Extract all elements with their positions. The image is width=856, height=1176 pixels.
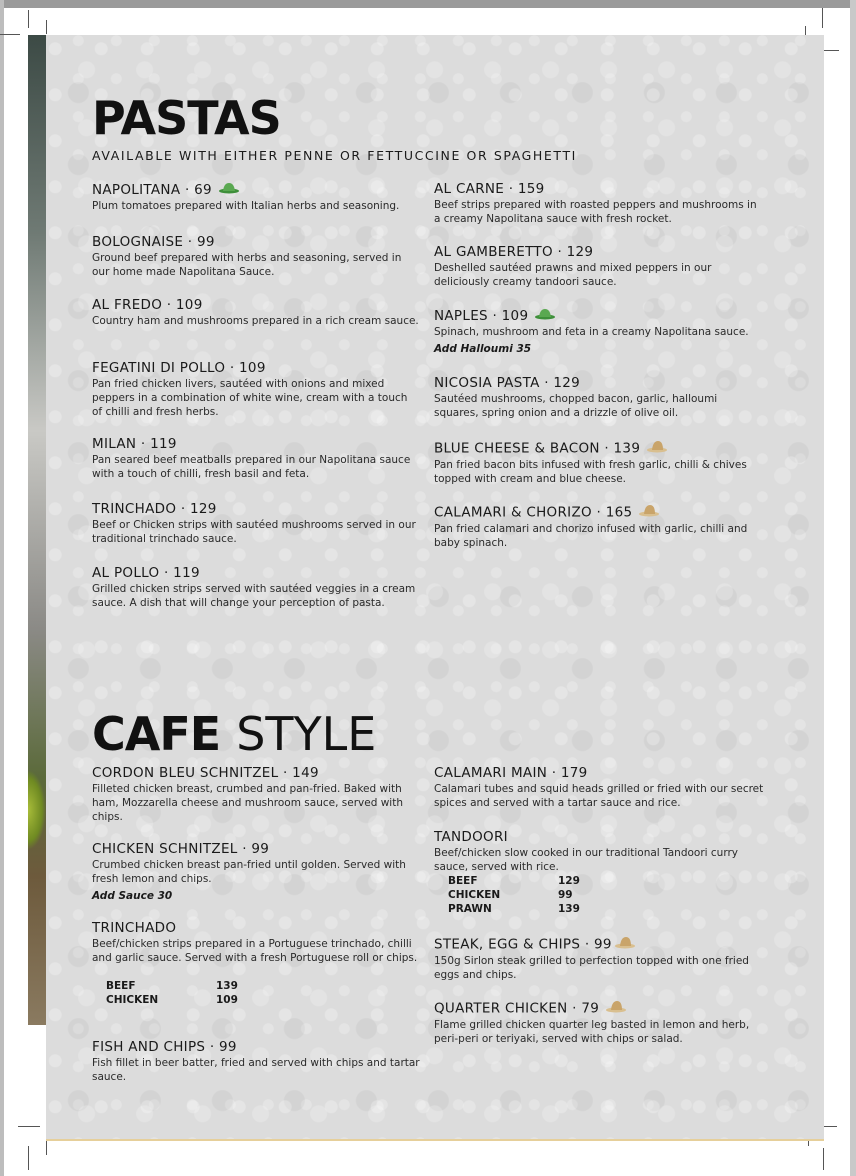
item-description: Flame grilled chicken quarter leg basted in lemon and herb, peri-peri or teriyaki, served with chips or salad. [434, 1019, 750, 1045]
option-label: BEEF [448, 875, 478, 887]
item-description: Sautéed mushrooms, chopped bacon, garlic, halloumi squares, spring onion and a drizzle of olive oil. [434, 393, 718, 419]
item-name: FEGATINI DI POLLO · 109 [92, 360, 266, 376]
menu-item-trinchado-pasta [92, 501, 420, 546]
pastas-subtitle: AVAILABLE WITH EITHER PENNE OR FETTUCCINE OR SPAGHETTI [92, 148, 577, 163]
option-price: 109 [216, 994, 238, 1006]
item-name: AL CARNE · 159 [434, 181, 545, 197]
pastas-title-text: PASTAS [92, 91, 281, 145]
item-description: Pan fried bacon bits infused with fresh garlic, chilli & chives topped with cream and blue cheese. [434, 459, 747, 485]
menu-item-blue-cheese-bacon [434, 439, 764, 486]
item-name: CALAMARI & CHORIZO · 165 [434, 503, 764, 522]
item-name: TRINCHADO · 129 [92, 501, 217, 517]
price-options [92, 979, 420, 1007]
item-description: Fish fillet in beer batter, fried and served with chips and tartar sauce. [92, 1057, 420, 1083]
item-description: Plum tomatoes prepared with Italian herbs and seasoning. [92, 200, 400, 212]
crop-mark [46, 20, 47, 34]
item-description: Filleted chicken breast, crumbed and pan-fried. Baked with ham, Mozzarella cheese and mushroom sauce, served with chips. [92, 783, 403, 823]
menu-item-fegatini-di-pollo [92, 360, 420, 419]
item-description: Grilled chicken strips served with sautéed veggies in a cream sauce. A dish that will change your perception of pasta. [92, 583, 416, 609]
item-name: AL FREDO · 109 [92, 297, 203, 313]
option-price: 129 [558, 875, 580, 887]
signature-hat-icon [646, 439, 668, 458]
item-description: Beef or Chicken strips with sautéed mushrooms served in our traditional trinchado sauce. [92, 519, 416, 545]
item-description: Ground beef prepared with herbs and seasoning, served in our home made Napolitana Sauce. [92, 252, 402, 278]
item-name: NAPLES · 109 [434, 307, 764, 325]
menu-item-calamari-main [434, 765, 764, 810]
item-name: BLUE CHEESE & BACON · 139 [434, 439, 764, 458]
vegetarian-hat-icon [218, 181, 240, 199]
menu-item-calamari-chorizo [434, 503, 764, 550]
menu-item-tandoori [434, 829, 764, 916]
viewer-left-edge [0, 0, 4, 1176]
item-description: Country ham and mushrooms prepared in a rich cream sauce. [92, 315, 419, 327]
menu-item-al-pollo [92, 565, 420, 610]
signature-hat-icon [638, 503, 660, 522]
menu-item-cordon-bleu-schnitzel [92, 765, 420, 824]
price-option-row [106, 993, 420, 1007]
menu-item-quarter-chicken [434, 999, 764, 1046]
menu-item-al-fredo [92, 297, 420, 328]
price-options [434, 874, 764, 916]
item-name: STEAK, EGG & CHIPS · 99 [434, 935, 764, 954]
item-name: FISH AND CHIPS · 99 [92, 1039, 237, 1055]
cafe-title-light: STYLE [236, 707, 377, 761]
option-label: PRAWN [448, 903, 492, 915]
menu-item-trinchado [92, 920, 420, 1007]
option-price: 139 [216, 980, 238, 992]
item-name: CHICKEN SCHNITZEL · 99 [92, 841, 270, 857]
item-name: CORDON BLEU SCHNITZEL · 149 [92, 765, 319, 781]
item-name: CALAMARI MAIN · 179 [434, 765, 588, 781]
viewer-right-edge [850, 0, 856, 1176]
menu-item-nicosia-pasta [434, 375, 764, 420]
cafe-title-bold: CAFE [92, 707, 221, 761]
menu-item-chicken-schnitzel [92, 841, 420, 902]
menu-item-bolognaise [92, 234, 420, 279]
item-description: Pan fried chicken livers, sautéed with onions and mixed peppers in a combination of white wine, cream with a touch of chilli and fresh herbs. [92, 378, 408, 418]
item-name: TANDOORI [434, 829, 508, 845]
item-description: Pan fried calamari and chorizo infused with garlic, chilli and baby spinach. [434, 523, 748, 549]
item-name: MILAN · 119 [92, 436, 177, 452]
item-name: TRINCHADO [92, 920, 177, 936]
item-addon: Add Sauce 30 [92, 890, 173, 902]
item-description: Beef strips prepared with roasted peppers and mushrooms in a creamy Napolitana sauce with fresh rocket. [434, 199, 757, 225]
price-option-row [448, 874, 764, 888]
bleed-leaf-photo [28, 770, 46, 850]
crop-mark [0, 34, 20, 35]
item-description: 150g Sirlon steak grilled to perfection topped with one fried eggs and chips. [434, 955, 749, 981]
bleed-photo-strip [28, 35, 46, 1025]
signature-hat-icon [614, 935, 636, 954]
vegetarian-hat-icon [534, 307, 556, 325]
item-description: Crumbed chicken breast pan-fried until golden. Served with fresh lemon and chips. [92, 859, 406, 885]
option-label: BEEF [106, 980, 136, 992]
item-description: Calamari tubes and squid heads grilled or fried with our secret spices and served with a tartar sauce and rice. [434, 783, 764, 809]
price-option-row [106, 979, 420, 993]
price-option-row [448, 888, 764, 902]
item-description: Pan seared beef meatballs prepared in our Napolitana sauce with a touch of chilli, fresh basil and feta. [92, 454, 411, 480]
item-addon: Add Halloumi 35 [434, 343, 532, 355]
option-label: CHICKEN [106, 994, 159, 1006]
item-name: BOLOGNAISE · 99 [92, 234, 215, 250]
item-name: AL GAMBERETTO · 129 [434, 244, 594, 260]
item-name: NICOSIA PASTA · 129 [434, 375, 581, 391]
menu-item-milan [92, 436, 420, 481]
item-description: Beef/chicken strips prepared in a Portuguese trinchado, chilli and garlic sauce. Served with a fresh Portuguese roll or chips. [92, 938, 418, 964]
item-name: AL POLLO · 119 [92, 565, 200, 581]
pastas-title [92, 90, 281, 146]
item-description: Spinach, mushroom and feta in a creamy Napolitana sauce. [434, 326, 749, 338]
crop-mark [28, 1146, 29, 1170]
option-price: 99 [558, 889, 573, 901]
item-description: Beef/chicken slow cooked in our traditional Tandoori curry sauce, served with rice. [434, 847, 738, 873]
cafe-style-title [92, 706, 376, 762]
crop-mark [822, 8, 823, 28]
item-name: QUARTER CHICKEN · 79 [434, 999, 764, 1018]
crop-mark [18, 1126, 40, 1127]
signature-hat-icon [605, 999, 627, 1018]
menu-item-al-carne [434, 181, 764, 226]
option-price: 139 [558, 903, 580, 915]
page-bottom-rule [46, 1139, 824, 1141]
crop-mark [28, 10, 29, 28]
item-description: Deshelled sautéed prawns and mixed peppers in our deliciously creamy tandoori sauce. [434, 262, 712, 288]
menu-item-steak-egg-chips [434, 935, 764, 982]
menu-item-napolitana [92, 181, 420, 213]
menu-item-fish-and-chips [92, 1039, 420, 1084]
price-option-row [448, 902, 764, 916]
option-label: CHICKEN [448, 889, 501, 901]
item-name: NAPOLITANA · 69 [92, 181, 420, 199]
crop-mark [823, 1148, 824, 1170]
viewer-top-bar [0, 0, 856, 8]
menu-item-naples [434, 307, 764, 355]
menu-item-al-gamberetto [434, 244, 764, 289]
